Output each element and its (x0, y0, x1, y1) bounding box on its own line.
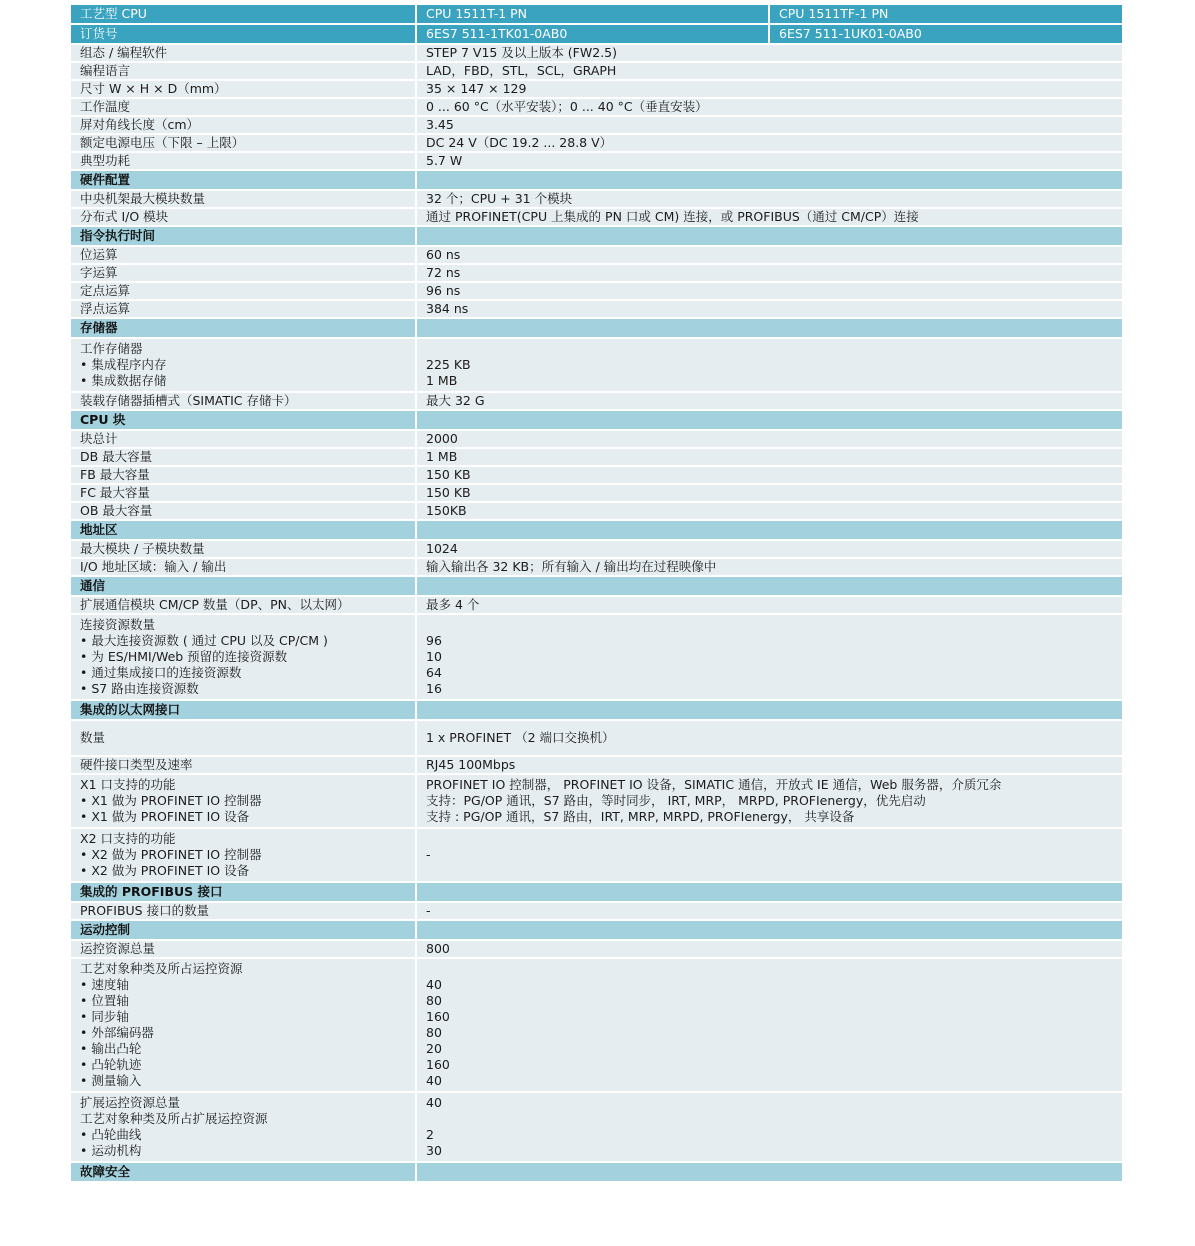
spec-row (71, 62, 1123, 80)
spec-value (416, 338, 1123, 392)
spec-label-line: • 速度轴 (80, 977, 129, 992)
spec-label-line: 屏对角线长度（cm） (80, 117, 200, 132)
spec-row (71, 614, 1123, 700)
spec-row (71, 98, 1123, 116)
section-title: 运动控制 (71, 920, 416, 940)
spec-label-line: 工作温度 (80, 99, 131, 114)
order-number-1: 6ES7 511-1TK01-0AB0 (416, 24, 769, 44)
spec-label-line: 组态 / 编程软件 (80, 45, 168, 60)
spec-value-line: 160 (426, 1009, 450, 1024)
spec-value-line (426, 961, 1113, 977)
section-header (71, 700, 1123, 720)
spec-value (416, 190, 1123, 208)
spec-label-line: 硬件接口类型及速率 (80, 757, 193, 772)
spec-value-line: 150 KB (426, 467, 471, 482)
spec-row (71, 116, 1123, 134)
spec-row (71, 44, 1123, 62)
spec-label (71, 720, 416, 756)
spec-value (416, 246, 1123, 264)
section-filler (416, 700, 1123, 720)
spec-value-line: 32 个；CPU + 31 个模块 (426, 191, 573, 206)
spec-row (71, 282, 1123, 300)
spec-value (416, 940, 1123, 958)
spec-label-line: • X2 做为 PROFINET IO 控制器 (80, 847, 262, 862)
spec-label (71, 246, 416, 264)
spec-label (71, 44, 416, 62)
spec-label (71, 392, 416, 410)
spec-label (71, 80, 416, 98)
spec-row (71, 430, 1123, 448)
spec-label-line: DB 最大容量 (80, 449, 153, 464)
spec-label-line: • X1 做为 PROFINET IO 控制器 (80, 793, 262, 808)
spec-value (416, 466, 1123, 484)
spec-label (71, 828, 416, 882)
section-header (71, 520, 1123, 540)
header-row-order (71, 24, 1123, 44)
spec-label-line: • 输出凸轮 (80, 1041, 142, 1056)
spec-sheet (71, 5, 1123, 1183)
spec-row (71, 134, 1123, 152)
section-header (71, 318, 1123, 338)
spec-label-line: • 为 ES/HMI/Web 预留的连接资源数 (80, 649, 288, 664)
section-title: 集成的以太网接口 (71, 700, 416, 720)
spec-label-line: • 运动机构 (80, 1143, 142, 1158)
spec-value-line: 30 (426, 1143, 442, 1158)
spec-value (416, 80, 1123, 98)
spec-value-line: 80 (426, 1025, 442, 1040)
spec-label-line: • 集成程序内存 (80, 357, 167, 372)
spec-value-line (426, 341, 1113, 357)
spec-label (71, 282, 416, 300)
header-model-1: CPU 1511T-1 PN (416, 5, 769, 24)
spec-value-line: DC 24 V（DC 19.2 ... 28.8 V） (426, 135, 613, 150)
spec-label-line: 扩展运控资源总量 (80, 1095, 181, 1110)
spec-label-line: 中央机架最大模块数量 (80, 191, 206, 206)
header-model-2: CPU 1511TF-1 PN (769, 5, 1123, 24)
section-filler (416, 882, 1123, 902)
section-filler (416, 170, 1123, 190)
spec-label-line: • 位置轴 (80, 993, 129, 1008)
spec-label-line: FB 最大容量 (80, 467, 150, 482)
spec-value-line: 3.45 (426, 117, 454, 132)
spec-value-line: 5.7 W (426, 153, 463, 168)
spec-row (71, 502, 1123, 520)
spec-label (71, 774, 416, 828)
spec-label (71, 484, 416, 502)
spec-value-line: 96 ns (426, 283, 461, 298)
spec-value-line: 1024 (426, 541, 458, 556)
spec-value-line: 支持：PG/OP 通讯，S7 路由，等时同步， IRT, MRP， MRPD, PROFIenergy，优先启动 (426, 793, 926, 808)
spec-row (71, 208, 1123, 226)
spec-row (71, 596, 1123, 614)
spec-label-line: 块总计 (80, 431, 118, 446)
spec-value (416, 1092, 1123, 1162)
section-header (71, 410, 1123, 430)
spec-label (71, 596, 416, 614)
section-title: CPU 块 (71, 410, 416, 430)
spec-value-line: - (426, 847, 431, 862)
spec-row (71, 338, 1123, 392)
spec-value-line: 40 (426, 1095, 442, 1110)
spec-label (71, 448, 416, 466)
spec-label-line: • 最大连接资源数 ( 通过 CPU 以及 CP/CM ) (80, 633, 328, 648)
spec-label (71, 940, 416, 958)
spec-label-line: • 测量输入 (80, 1073, 142, 1088)
spec-row (71, 152, 1123, 170)
spec-value (416, 774, 1123, 828)
section-title: 指令执行时间 (71, 226, 416, 246)
spec-label (71, 756, 416, 774)
header-row-model (71, 5, 1123, 24)
spec-value (416, 282, 1123, 300)
spec-value-line: 225 KB (426, 357, 471, 372)
spec-label-line: • 凸轮轨迹 (80, 1057, 142, 1072)
spec-label-line: • 通过集成接口的连接资源数 (80, 665, 242, 680)
spec-label (71, 98, 416, 116)
spec-label-line: • 外部编码器 (80, 1025, 154, 1040)
section-title: 通信 (71, 576, 416, 596)
spec-row (71, 1092, 1123, 1162)
spec-label-line: OB 最大容量 (80, 503, 153, 518)
spec-label (71, 62, 416, 80)
section-header (71, 170, 1123, 190)
spec-row (71, 190, 1123, 208)
spec-label (71, 264, 416, 282)
spec-row (71, 774, 1123, 828)
spec-value-line: 输入输出各 32 KB；所有输入 / 输出均在过程映像中 (426, 559, 717, 574)
spec-value-line: PROFINET IO 控制器， PROFINET IO 设备，SIMATIC 通信，开放式 IE 通信，Web 服务器，介质冗余 (426, 777, 1002, 792)
spec-value-line: 1 x PROFINET （2 端口交换机） (426, 730, 615, 745)
spec-value (416, 392, 1123, 410)
spec-value-line: 64 (426, 665, 442, 680)
spec-row (71, 902, 1123, 920)
spec-label-line: 字运算 (80, 265, 118, 280)
spec-label (71, 958, 416, 1092)
spec-value-line: 1 MB (426, 449, 458, 464)
spec-value (416, 720, 1123, 756)
spec-label-line: X1 口支持的功能 (80, 777, 176, 792)
spec-label-line: 最大模块 / 子模块数量 (80, 541, 205, 556)
spec-label (71, 338, 416, 392)
spec-value-line: 60 ns (426, 247, 461, 262)
spec-row (71, 264, 1123, 282)
spec-label (71, 190, 416, 208)
spec-value-line: 10 (426, 649, 442, 664)
spec-value-line: 40 (426, 977, 442, 992)
spec-row (71, 246, 1123, 264)
spec-label-line: 分布式 I/O 模块 (80, 209, 169, 224)
spec-value-line: 80 (426, 993, 442, 1008)
spec-label-line: 编程语言 (80, 63, 131, 78)
spec-value-line: 72 ns (426, 265, 461, 280)
spec-label-line: 扩展通信模块 CM/CP 数量（DP、PN、以太网） (80, 597, 350, 612)
spec-value (416, 540, 1123, 558)
spec-value (416, 134, 1123, 152)
spec-value-line: 96 (426, 633, 442, 648)
spec-label (71, 502, 416, 520)
spec-label-line: X2 口支持的功能 (80, 831, 176, 846)
spec-value-line: 最多 4 个 (426, 597, 480, 612)
spec-table-body (71, 5, 1123, 1182)
spec-label-line: 装载存储器插槽式（SIMATIC 存储卡） (80, 393, 297, 408)
spec-label (71, 116, 416, 134)
spec-label (71, 902, 416, 920)
order-number-2: 6ES7 511-1UK01-0AB0 (769, 24, 1123, 44)
spec-label-line: 连接资源数量 (80, 617, 156, 632)
spec-label-line: FC 最大容量 (80, 485, 150, 500)
spec-value (416, 614, 1123, 700)
spec-label (71, 430, 416, 448)
order-label: 订货号 (71, 24, 416, 44)
spec-value-line: 384 ns (426, 301, 469, 316)
spec-value (416, 62, 1123, 80)
spec-value-line: 20 (426, 1041, 442, 1056)
spec-value-line: 40 (426, 1073, 442, 1088)
section-filler (416, 1162, 1123, 1182)
spec-value-line: 35 × 147 × 129 (426, 81, 527, 96)
spec-label-line: 工艺对象种类及所占扩展运控资源 (80, 1111, 268, 1126)
section-filler (416, 520, 1123, 540)
spec-value (416, 958, 1123, 1092)
spec-label-line: 工作存储器 (80, 341, 143, 356)
spec-label-line: 典型功耗 (80, 153, 131, 168)
spec-label-line: PROFIBUS 接口的数量 (80, 903, 210, 918)
spec-row (71, 300, 1123, 318)
spec-label-line: • X1 做为 PROFINET IO 设备 (80, 809, 250, 824)
spec-value-line: 通过 PROFINET(CPU 上集成的 PN 口或 CM) 连接，或 PROFIBUS（通过 CM/CP）连接 (426, 209, 919, 224)
spec-value-line: 2000 (426, 431, 458, 446)
spec-row (71, 828, 1123, 882)
spec-label-line: 尺寸 W × H × D（mm） (80, 81, 227, 96)
section-title: 集成的 PROFIBUS 接口 (71, 882, 416, 902)
spec-label (71, 1092, 416, 1162)
spec-value (416, 208, 1123, 226)
section-title: 故障安全 (71, 1162, 416, 1182)
spec-label-line: 位运算 (80, 247, 118, 262)
spec-value-line: 150 KB (426, 485, 471, 500)
section-filler (416, 920, 1123, 940)
section-filler (416, 226, 1123, 246)
spec-value (416, 756, 1123, 774)
spec-value-line: LAD，FBD，STL，SCL，GRAPH (426, 63, 617, 78)
section-title: 硬件配置 (71, 170, 416, 190)
spec-label-line: • 凸轮曲线 (80, 1127, 142, 1142)
spec-value (416, 558, 1123, 576)
spec-label-line: • 同步轴 (80, 1009, 129, 1024)
spec-label-line: 额定电源电压（下限 – 上限） (80, 135, 245, 150)
spec-value-line: 800 (426, 941, 450, 956)
spec-label-line: I/O 地址区域：输入 / 输出 (80, 559, 227, 574)
spec-label (71, 152, 416, 170)
spec-label-line: • S7 路由连接资源数 (80, 681, 199, 696)
spec-value-line: 1 MB (426, 373, 458, 388)
spec-row (71, 448, 1123, 466)
spec-row (71, 392, 1123, 410)
spec-value-line: RJ45 100Mbps (426, 757, 516, 772)
spec-value-line: - (426, 903, 431, 918)
spec-value-line: 2 (426, 1127, 434, 1142)
spec-value-line: 150KB (426, 503, 467, 518)
spec-row (71, 558, 1123, 576)
section-header (71, 226, 1123, 246)
spec-row (71, 720, 1123, 756)
spec-value (416, 152, 1123, 170)
spec-row (71, 484, 1123, 502)
spec-label (71, 208, 416, 226)
spec-label-line: 定点运算 (80, 283, 131, 298)
spec-value (416, 116, 1123, 134)
spec-label-line: 运控资源总量 (80, 941, 156, 956)
spec-label-line: • 集成数据存储 (80, 373, 167, 388)
spec-value-line (426, 1111, 1113, 1127)
spec-value (416, 484, 1123, 502)
spec-label (71, 466, 416, 484)
spec-value (416, 98, 1123, 116)
spec-value-line: 最大 32 G (426, 393, 485, 408)
section-header (71, 1162, 1123, 1182)
spec-row (71, 80, 1123, 98)
spec-label (71, 540, 416, 558)
spec-row (71, 756, 1123, 774)
spec-row (71, 540, 1123, 558)
spec-label-line: • X2 做为 PROFINET IO 设备 (80, 863, 250, 878)
spec-label-line: 数量 (80, 730, 106, 745)
spec-value (416, 430, 1123, 448)
spec-row (71, 466, 1123, 484)
spec-value-line: 160 (426, 1057, 450, 1072)
spec-label (71, 134, 416, 152)
header-label: 工艺型 CPU (71, 5, 416, 24)
spec-value-line: 支持 : PG/OP 通讯，S7 路由，IRT, MRP, MRPD, PROFIenergy， 共享设备 (426, 809, 855, 824)
spec-label-line: 浮点运算 (80, 301, 131, 316)
spec-label (71, 558, 416, 576)
spec-table (71, 5, 1124, 1183)
spec-value-line: 16 (426, 681, 442, 696)
spec-value (416, 300, 1123, 318)
section-header (71, 920, 1123, 940)
spec-row (71, 958, 1123, 1092)
spec-label (71, 614, 416, 700)
spec-row (71, 940, 1123, 958)
section-header (71, 576, 1123, 596)
section-header (71, 882, 1123, 902)
section-title: 存储器 (71, 318, 416, 338)
spec-value (416, 502, 1123, 520)
spec-label-line: 工艺对象种类及所占运控资源 (80, 961, 243, 976)
spec-value (416, 902, 1123, 920)
spec-value (416, 828, 1123, 882)
spec-value (416, 596, 1123, 614)
spec-label (71, 300, 416, 318)
spec-value-line: 0 ... 60 °C（水平安装）；0 ... 40 °C（垂直安装） (426, 99, 708, 114)
spec-value (416, 448, 1123, 466)
section-filler (416, 318, 1123, 338)
spec-value (416, 44, 1123, 62)
section-filler (416, 410, 1123, 430)
spec-value-line: STEP 7 V15 及以上版本 (FW2.5) (426, 45, 617, 60)
section-filler (416, 576, 1123, 596)
spec-value-line (426, 617, 1113, 633)
section-title: 地址区 (71, 520, 416, 540)
spec-value (416, 264, 1123, 282)
